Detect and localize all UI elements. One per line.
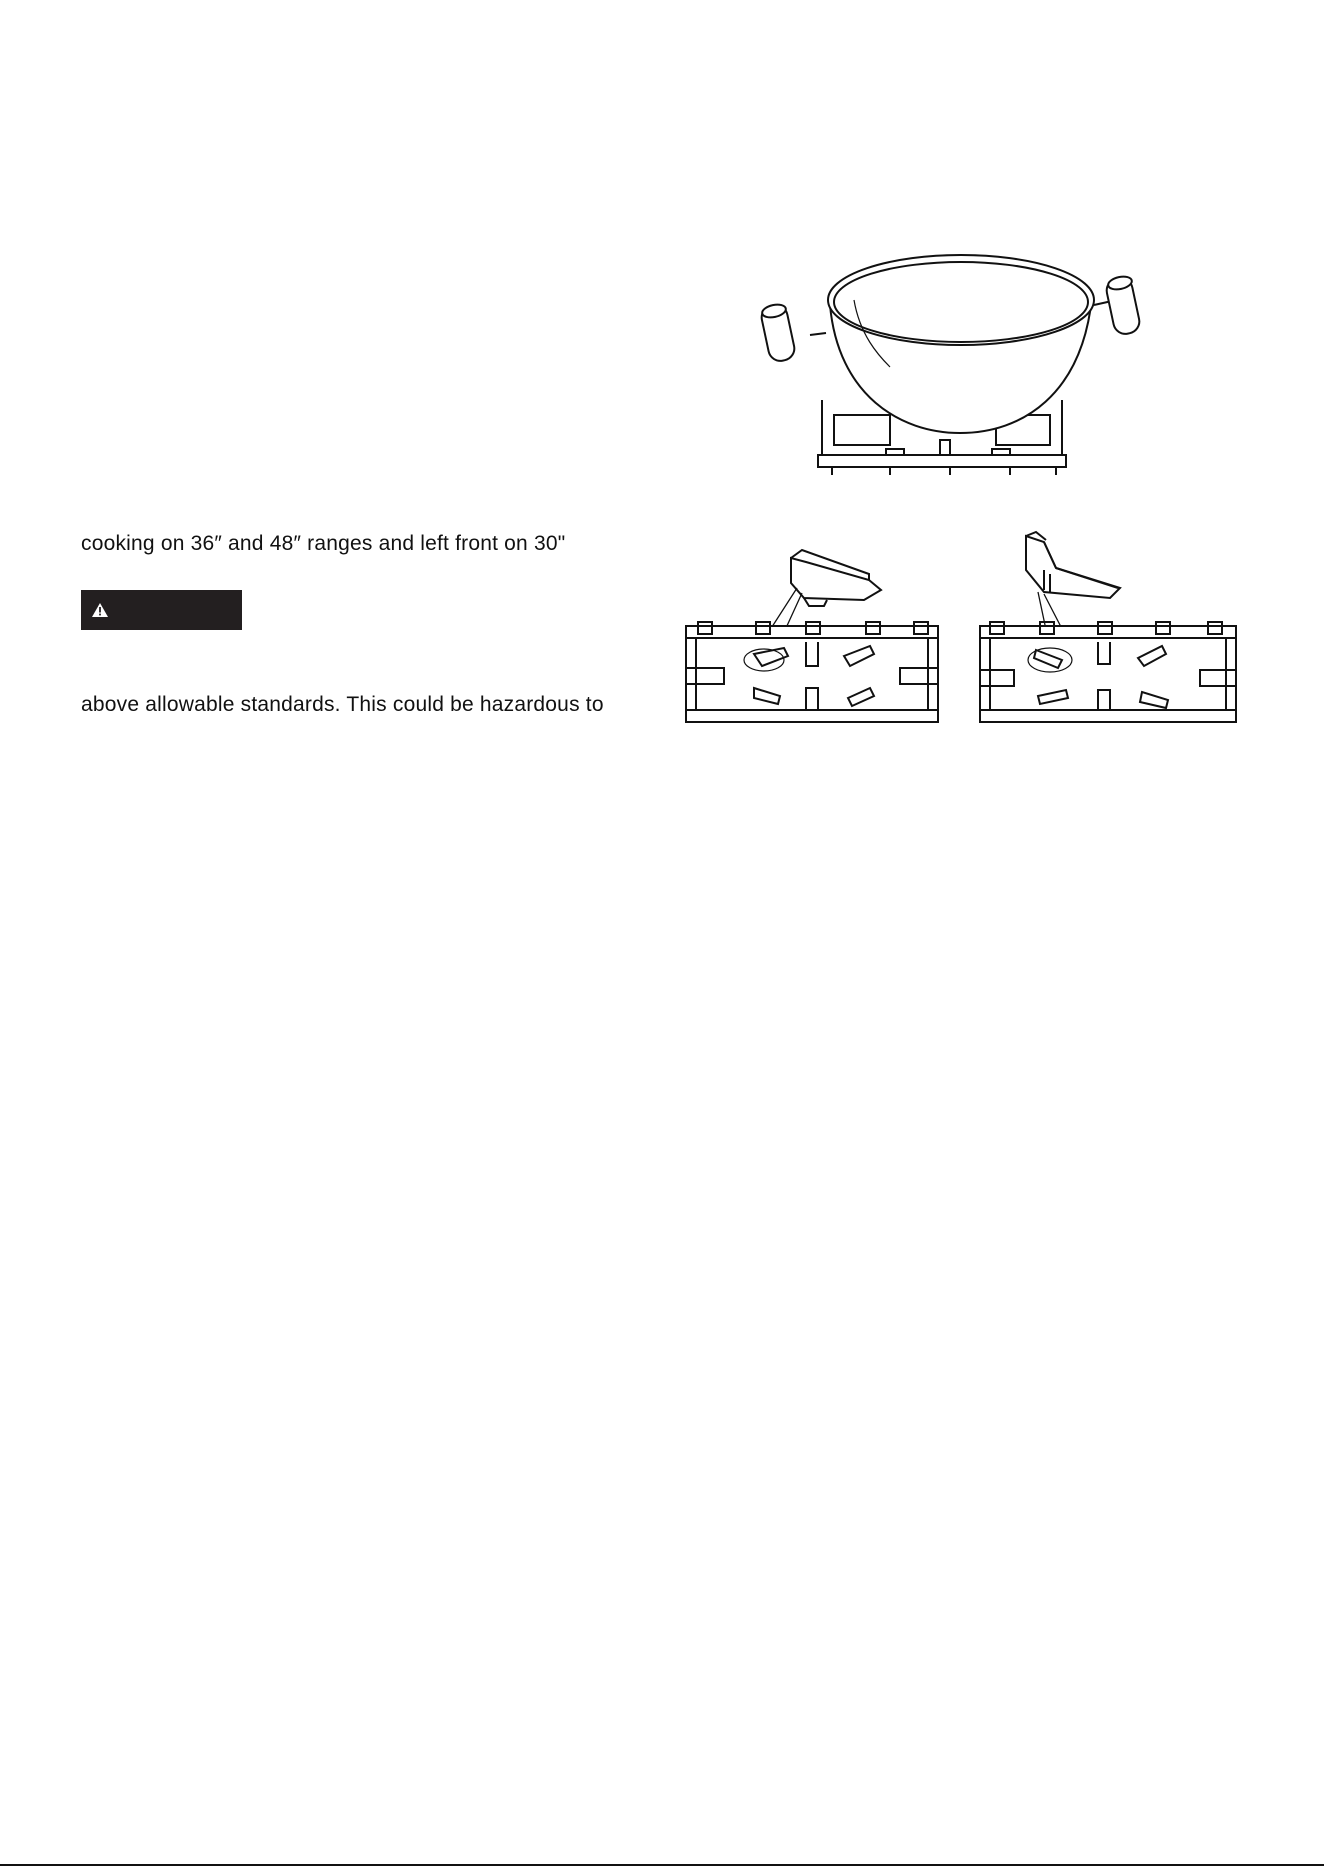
body-text-line: above allowable standards. This could be hazardous to: [81, 693, 604, 716]
warning-triangle-icon: [91, 602, 109, 618]
footer-rule: [0, 1864, 1324, 1866]
wok-ring-grate-alt-illustration: [978, 530, 1238, 724]
warning-badge: [81, 590, 242, 630]
wok-ring-grate-illustration: [684, 538, 944, 724]
body-text-line: cooking on 36″ and 48″ ranges and left front on 30": [81, 532, 566, 555]
wok-on-grate-illustration: [760, 245, 1160, 480]
